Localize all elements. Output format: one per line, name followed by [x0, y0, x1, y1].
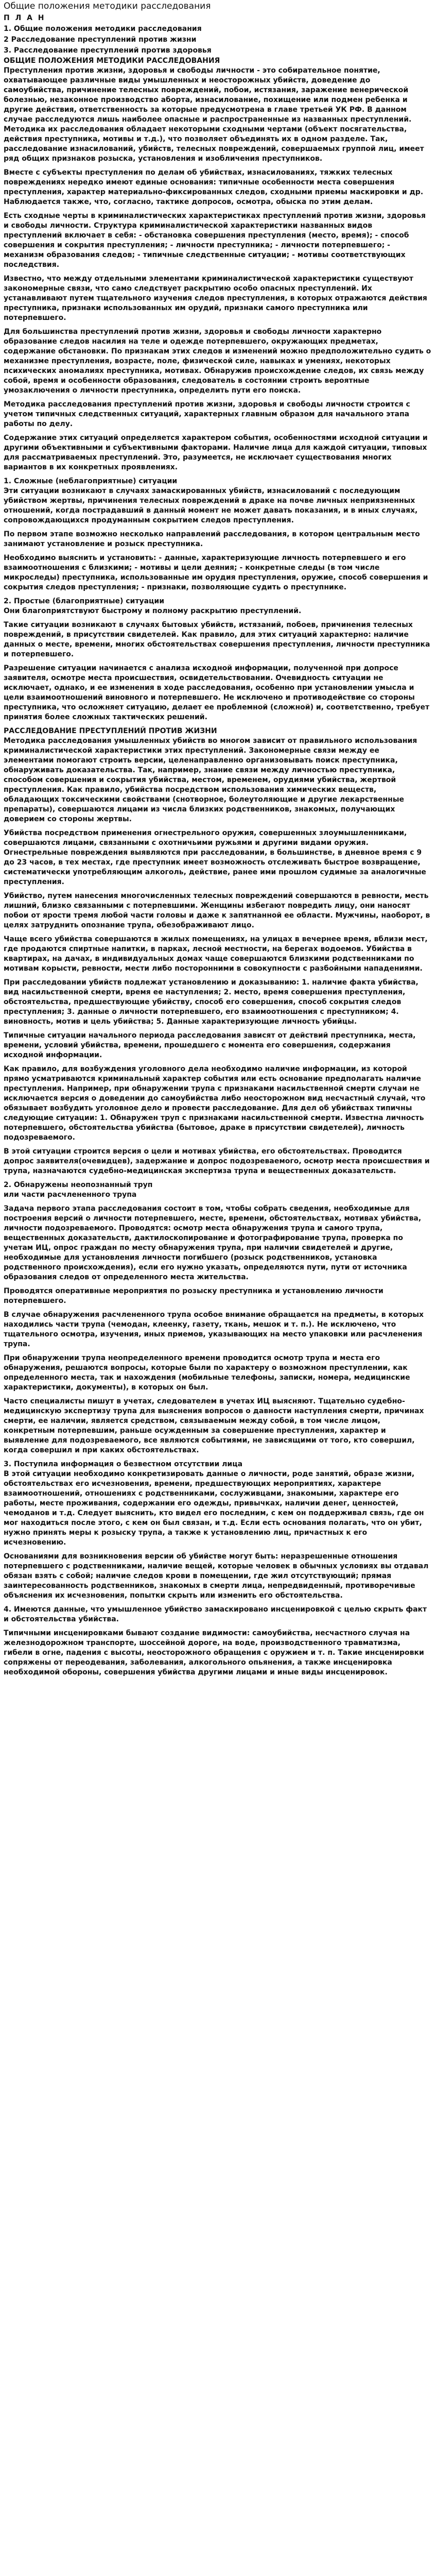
paragraph-text: 4. Имеются данные, что умышленное убийство замаскировано инсценировкой с целью скрыть факт и обстоятельства убийства. [4, 1605, 427, 1623]
paragraph-text: Убийства посредством применения огнестрельного оружия, совершенных злоумышленниками, совершаются лицами, связанными с охотничьими ружьями и другими видами оружия. Огнестрельные повреждения выявляются при расследовании, в большинстве, в дневное время с 9 до 23 часов, в тех местах, где преступник имеет возможность отслеживать быстрое возвращение, систематически употребляющим алкоголь, действие, ранее ими прошлом судимые за аналогичные преступления. [4, 829, 426, 886]
paragraph [4, 1353, 432, 1393]
section-heading: 3. Поступила информация о безвестном отсутствии лица [4, 1460, 243, 1468]
paragraph [4, 433, 432, 472]
paragraph-text: Эти ситуации возникают в случаях замаскированных убийств, изнасилований с последующим убийством жертвы, причинения телесных повреждений в драке на почве личных неприязненных отношений, когда пострадавший в данный момент не может давать показания, и в иных случаях, сопровождающихся продуманным сокрытием следов преступления. [4, 487, 418, 524]
paragraph-text: Известно, что между отдельными элементами криминалистической характеристики существуют закономерные связи, что само следствует раскрытию особо опасных преступлений. Их устанавливают путем тщательного изучения следов преступления, в которых отражаются действия преступника, признаки использованных им орудий, признаки самого преступника или потерпевшего. [4, 275, 427, 322]
paragraph-text: Есть сходные черты в криминалистических характеристиках преступлений против жизни, здоровья и свободы личности. Структура криминалистической характеристики названных видов преступлений включает в себя: - обстановка совершения преступления (место, время); - способ совершения и сокрытия преступления; - личности преступника; - личности потерпевшего; - механизм образования следов; - типичные следственные ситуации; - мотивы соответствующих последствия. [4, 212, 426, 269]
paragraph-text: Методика расследования преступлений против жизни, здоровья и свободы личности строится с учетом типичных следственных ситуаций, характерных главным образом для начального этапа работы по делу. [4, 400, 410, 428]
plan-heading: П Л А Н [4, 14, 46, 22]
paragraph [4, 530, 432, 549]
paragraph [4, 1552, 432, 1601]
paragraph [4, 56, 432, 164]
section-heading: РАССЛЕДОВАНИЕ ПРЕСТУПЛЕНИЙ ПРОТИВ ЖИЗНИ [4, 727, 217, 735]
paragraph [4, 1397, 432, 1455]
plan-item: 2 Расследование преступлений против жизни [4, 36, 197, 44]
page-title: Общие положения методики расследования [4, 1, 211, 11]
paragraph-text: Типичными инсценировками бывают создание видимости: самоубийства, несчастного случая на железнодорожном транспорте, шоссейной дороге, на воде, производственного травматизма, гибели в огне, падения с высоты, неосторожного обращения с оружием и т. п. Такие инсценировки сопряжены от переодевания, заболевания, алкогольного опьянения, а также инсценировка необходимой обороны, совершения убийства другими лицами и иные виды инсценировок. [4, 1629, 424, 1676]
paragraph [4, 1147, 432, 1176]
paragraph [4, 274, 432, 323]
paragraph [4, 1031, 432, 1060]
paragraph-text: Задача первого этапа расследования состоит в том, чтобы собрать сведения, необходимые для построения версий о личности потерпевшего, месте, времени, обстоятельствах, мотивах убийства, личности подозреваемого. Проводятся: осмотр места обнаружения трупа и самого трупа, вещественных доказательств, дактилоскопирование и фотографирование трупа, проверка по учетам ИЦ, опрос граждан по месту обнаружения трупа, при наличии свидетелей и другие, необходимые для установления личности погибшего (розыск родственников, установка родственного происхождения), если его нужно указать, определяются пути, пути от источника образования следов от определенного места жительства. [4, 1205, 422, 1281]
paragraph-text: Как правило, для возбуждения уголовного дела необходимо наличие информации, из которой прямо усматриваются криминальный характер события или есть основание предполагать наличие преступления. Например, при обнаружении трупа с признаками насильственной смерти случаи не исключается версия о доведении до самоубийства либо неосторожном вид несчастный случай, что обязывает возбудить уголовное дело и провести расследование. Для дел об убийствах типичны следующие ситуации: 1. Обнаружен труп с признаками насильственной смерти. Известна личность потерпевшего, обстоятельства убийства (бытовое, драке в присутствии свидетелей), личность подозреваемого. [4, 1065, 426, 1142]
paragraph [4, 935, 432, 974]
paragraph-text: Типичные ситуации начального периода расследования зависят от действий преступника, места, времени, условий убийства, времени, прошедшего с момента его совершения, содержания исходной информации. [4, 1031, 416, 1059]
section-heading: 1. Сложные (неблагоприятные) ситуации [4, 477, 178, 485]
paragraph [4, 828, 432, 887]
paragraph-text: Такие ситуации возникают в случаях бытовых убийств, истязаний, побоев, причинения телесных повреждений, в присутствии свидетелей. Как правило, для этих ситуаций характерно: наличие данных о месте, времени, многих обстоятельствах совершения преступления, личности преступника и потерпевшего. [4, 621, 430, 658]
section-heading: 2. Простые (благоприятные) ситуации [4, 597, 165, 605]
paragraph [4, 726, 432, 824]
paragraph-text: Разрешение ситуации начинается с анализа исходной информации, полученной при допросе заявителя, осмотре места происшествия, освидетельствовании. Очевидность ситуации не исключает, однако, и ее изменения в ходе расследования, особенно при установлении умысла и цели взаимоотношений виновного и потерпевшего. Не исключено и противодействие со стороны преступника, что осложняет ситуацию, делает ее проблемной (сложной) и, соответственно, требует принятия более сложных тактических решений. [4, 664, 430, 721]
plan-list [4, 24, 432, 56]
paragraph [4, 1310, 432, 1349]
section-heading: ОБЩИЕ ПОЛОЖЕНИЯ МЕТОДИКИ РАССЛЕДОВАНИЯ [4, 57, 220, 65]
paragraph [4, 1064, 432, 1143]
paragraph-text: При расследовании убийств подлежат установлению и доказыванию: 1. наличие факта убийства, вид насильственной смерти, время ее наступления; 2. место, время совершения преступления, обстоятельства, предшествующие убийству, способ его совершения, способ сокрытия следов преступления; 3. данные о личности потерпевшего, его взаимоотношения с преступником; 4. виновность, мотив и цель убийства; 5. Данные характеризующие личность убийцы. [4, 978, 418, 1026]
paragraph [4, 477, 432, 526]
paragraph [4, 327, 432, 396]
document-page [0, 1, 436, 1677]
paragraph [4, 168, 432, 207]
paragraph-text: В этой ситуации необходимо конкретизировать данные о личности, роде занятий, образе жизни, обстоятельствах его исчезновения, времени, предшествующих мероприятиях, характере взаимоотношений, отношениях с родственниками, сослуживцами, знакомыми, характере его работы, месте проживания, содержании его одежды, привычках, наличии денег, ценностей, чемоданов и т.д. Следует выяснить, кто видел его последним, с кем он поддерживал связь, где он мог находиться после этого, с кем он был связан, и т.д. Если есть основания полагать, что он убит, нужно принять меры к розыску трупа, а также к установлению лиц, причастных к его исчезновению. [4, 1470, 424, 1547]
paragraph-text: Проводятся оперативные мероприятия по розыску преступника и установлению личности потерпевшего. [4, 1287, 383, 1305]
paragraph-text: В случае обнаружения расчлененного трупа особое внимание обращается на предметы, в которых находились части трупа (чемодан, клеенку, газету, ткань, мешок и т. п.). Не исключено, что тщательного осмотра, изучения, иных приемов, указывающих на место упаковки или расчленения трупа. [4, 1311, 424, 1348]
paragraph-text: Убийство, путем нанесения многочисленных телесных повреждений совершаются в ревности, месть лишний, близко связанными с потерпевшими. Женщины избегают повредить лицу, они наносят побои от ярости тремя любой части головы и даже к запятнанной ее области. Мужчины, наоборот, в целях затруднить опознание трупа, обезображивают лицо. [4, 892, 430, 929]
paragraph-text: При обнаружении трупа неопределенного времени проводится осмотр трупа и места его обнаружения, решаются вопросы, которые были по характеру о возможном преступлении, как определенного места, так и нахождения (мобильные телефоны, записки, номера, медицинские характеристики, документы), в которых он был. [4, 1354, 410, 1392]
paragraph-text: Они благоприятствуют быстрому и полному раскрытию преступлений. [4, 607, 302, 615]
paragraph-text: Содержание этих ситуаций определяется характером события, особенностями исходной ситуации и другими объективными и субъективными факторами. Наличие лица для каждой ситуации, типовых для рассматриваемых преступлений. Это, разумеется, не исключает существования многих вариантов в их конкретных проявлениях. [4, 434, 428, 471]
paragraph [4, 891, 432, 930]
paragraph [4, 1204, 432, 1282]
paragraph-text: Необходимо выяснить и установить: - данные, характеризующие личность потерпевшего и его взаимоотношения с близкими; - мотивы и цели деяния; - конкретные следы (в том числе микроследы) преступника, использованные им орудия преступления, оружие, способ совершения и сокрытия следов преступления; - признаки, позволяющие судить о преступнике. [4, 554, 428, 591]
paragraph [4, 620, 432, 659]
paragraph [4, 1605, 432, 1624]
section-heading: 2. Обнаружены неопознанный труп [4, 1181, 153, 1189]
paragraph [4, 597, 432, 616]
paragraph [4, 1460, 432, 1548]
paragraph [4, 1286, 432, 1306]
paragraph [4, 1629, 432, 1677]
document-body [4, 56, 432, 1677]
paragraph-text: или части расчлененного трупа [4, 1191, 137, 1199]
paragraph [4, 1180, 432, 1200]
paragraph-text: Часто специалисты пишут в учетах, следователем в учетах ИЦ выясняют. Тщательно судебно-медицинскую экспертизу трупа для выяснения вопросов о давности наступления смерти, причинах смерти, ее наличии, является средством, связываемым между собой, в том числе лицом, конкретным потерпевшим, раньше осужденным за совершение преступления, характер и выявление для подозреваемого, все являются событиями, не зависящими от того, кто совершил, когда совершил и при каких обстоятельствах. [4, 1397, 424, 1454]
paragraph [4, 400, 432, 429]
paragraph [4, 553, 432, 592]
plan-item: 1. Общие положения методики расследования [4, 25, 202, 33]
paragraph-text: По первом этапе возможно несколько направлений расследования, в котором центральным место занимают установление и розыск преступника. [4, 530, 420, 548]
paragraph-text: Методика расследования умышленных убийств во многом зависит от правильного использования криминалистической характеристики этих преступлений. Закономерные связи между ее элементами помогают строить версии, целенаправленно организовывать поиск преступника, обнаруживать доказательства. Так, например, знание связи между личностью преступника, способом совершения и сокрытия убийства, местом, временем, орудиями убийства, жертвой преступления. Как правило, убийства посредством использования химических веществ, обладающих токсическими свойствами (снотворное, болеутоляющие и другие лекарственные препараты), совершаются лицами из числа близких родственников, знакомых, получающих доверием со стороны жертвы. [4, 737, 417, 823]
paragraph-text: Для большинства преступлений против жизни, здоровья и свободы личности характерно образование следов насилия на теле и одежде потерпевшего, окружающих предметах, содержание обстановки. По признакам этих следов и изменений можно предположительно судить о механизме преступления, возрасте, поле, физической силе, навыках и умениях, некоторых психических аномалиях преступника, мотивах. Обнаружив происхождение следов, их связь между собой, время и особенности образования, следователь в состоянии строить вероятные умозаключения о личности преступника, определить пути его поиска. [4, 328, 431, 395]
paragraph-text: Преступления против жизни, здоровья и свободы личности - это собирательное понятие, охватывающее различные виды умышленных и неосторожных убийств, доведение до самоубийства, причинение телесных повреждений, побои, истязания, заражение венерической болезнью, незаконное производство аборта, изнасилование, похищение или подмен ребенка и другие действия, ответственность за которые предусмотрена в главе третьей УК РФ. В данном случае расследуются лишь наиболее опасные и распространенные из названных преступлений. Методика их расследования обладает некоторыми сходными чертами (объект посягательства, действия преступника, мотивы и т.д.), что позволяет объединять их в одном разделе. Так, расследование изнасилований, убийств, телесных повреждений, совершаемых группой лиц, имеет ряд общих признаков розыска, установления и изобличения преступников. [4, 66, 424, 163]
paragraph-text: Основаниями для возникновения версии об убийстве могут быть: неразрешенные отношения потерпевшего с родственниками, наличие вещей, которые человек в обычных условиях вы отдавал обязан взять с собой; наличие следов крови в помещении, где жил отсутствующий; прямая заинтересованность родственников, знакомых в смерти лица, непредвиденный, противоречивые объяснения их исчезновения, попытки скрыть или изменить его обстоятельства. [4, 1552, 429, 1600]
paragraph [4, 978, 432, 1027]
paragraph-text: Вместе с субъекты преступления по делам об убийствах, изнасилованиях, тяжких телесных повреждениях нередко имеют единые основания: типичные особенности места совершения преступления, характер материально-фиксированных следов, сходными приемы маскировки и др. Наблюдается также, что, согласно, тактике допросов, осмотра, обыска по этим делам. [4, 168, 424, 206]
paragraph-text: Чаще всего убийства совершаются в жилых помещениях, на улицах в вечернее время, вблизи мест, где продаются спиртные напитки, в парках, лесной местности, на берегах водоемов. Убийства в квартирах, на дачах, в индивидуальных домах чаще совершаются близкими родственниками по мотивам корысти, ревности, мести либо посторонними в совокупности с разбойными нападениями. [4, 935, 428, 973]
paragraph [4, 211, 432, 270]
paragraph [4, 664, 432, 722]
paragraph-text: В этой ситуации строится версия о цели и мотивах убийства, его обстоятельствах. Проводится допрос заявителя(очевидцев), задержание и допрос подозреваемого, осмотр места происшествия и трупа, назначаются судебно-медицинская экспертиза трупа и вещественных доказательств. [4, 1147, 430, 1175]
plan-item: 3. Расследование преступлений против здоровья [4, 46, 212, 55]
